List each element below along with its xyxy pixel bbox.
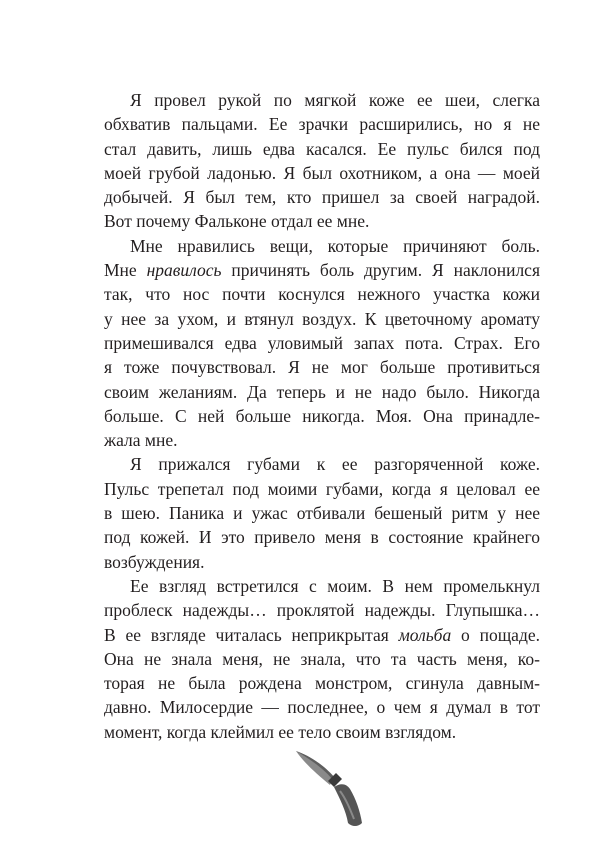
text-segment: под кожей. И это привело меня в состояние крайнего xyxy=(104,527,540,548)
text-line xyxy=(104,258,540,282)
text-line xyxy=(104,282,540,306)
text-line xyxy=(104,355,540,379)
text-segment: причинять боль другим. Я наклонился xyxy=(221,260,540,281)
text-segment: Пульс трепетал под моими губами, когда я целовал ее xyxy=(104,478,540,499)
knife-icon xyxy=(290,745,370,831)
text-segment: Я провел рукой по мягкой коже ее шеи, слегка xyxy=(130,90,540,110)
text-line xyxy=(104,477,540,501)
emphasized-word: мольба xyxy=(398,624,452,645)
text-segment: стал давить, лишь едва касался. Ее пульс бился под xyxy=(104,138,540,159)
text-line xyxy=(104,112,540,136)
text-segment: так, что нос почти коснулся нежного участка кожи xyxy=(104,284,540,305)
text-line xyxy=(104,307,540,331)
text-line xyxy=(104,647,540,671)
text-line xyxy=(104,331,540,355)
text-line xyxy=(104,550,540,574)
text-segment: я тоже почувствовал. Я не мог больше противиться xyxy=(104,357,540,378)
text-segment: своим желаниям. Да теперь и не надо было. Никогда xyxy=(104,381,540,402)
text-line xyxy=(104,501,540,525)
text-segment: Я прижался губами к ее разгоряченной коже. xyxy=(130,454,540,475)
text-segment: Вот почему Фальконе отдал ее мне. xyxy=(104,211,370,232)
text-segment: моей грубой ладонью. Я был охотником, а она — моей xyxy=(104,162,540,183)
text-segment: больше. С ней больше никогда. Моя. Она принадле- xyxy=(104,405,540,426)
text-line xyxy=(104,209,540,233)
text-segment: жала мне. xyxy=(104,430,178,451)
text-segment: проблеск надежды… проклятой надежды. Глупышка… xyxy=(104,600,540,621)
text-line xyxy=(104,671,540,695)
text-line xyxy=(104,88,540,112)
paragraph xyxy=(104,88,540,234)
text-segment: давно. Милосердие — последнее, о чем я думал в тот xyxy=(104,697,540,718)
text-line xyxy=(104,623,540,647)
text-segment: В ее взгляде читалась неприкрытая xyxy=(104,624,399,645)
text-segment: возбуждения. xyxy=(104,551,205,572)
text-segment: о пощаде. xyxy=(451,624,540,645)
emphasized-word: нравилось xyxy=(146,260,222,281)
text-segment: в шею. Паника и ужас отбивали бешеный ритм у нее xyxy=(104,503,540,524)
text-line xyxy=(104,720,540,744)
text-segment: добычей. Я был тем, кто пришел за своей наградой. xyxy=(104,187,540,208)
text-segment: Мне нравились вещи, которые причиняют боль. xyxy=(130,235,540,256)
text-line xyxy=(104,161,540,185)
text-line xyxy=(104,598,540,622)
text-line xyxy=(104,428,540,452)
text-segment: Мне xyxy=(104,260,147,281)
text-segment: у нее за ухом, и втянул воздух. К цветочному аромату xyxy=(104,308,540,329)
text-line xyxy=(104,404,540,428)
paragraph xyxy=(104,574,540,744)
text-line xyxy=(104,574,540,598)
text-line xyxy=(104,234,540,258)
paragraph xyxy=(104,452,540,573)
text-line xyxy=(104,137,540,161)
text-line xyxy=(104,525,540,549)
text-line xyxy=(104,452,540,476)
text-segment: примешивался едва уловимый запах пота. Страх. Его xyxy=(104,332,540,353)
text-segment: момент, когда клеймил ее тело своим взглядом. xyxy=(104,721,457,742)
body-text xyxy=(104,88,540,744)
text-segment: торая не была рождена монстром, сгинула давным- xyxy=(104,673,540,694)
text-line xyxy=(104,695,540,719)
text-line xyxy=(104,185,540,209)
text-segment: обхватив пальцами. Ее зрачки расширились, но я не xyxy=(104,114,540,135)
text-segment: Она не знала меня, не знала, что та часть меня, ко- xyxy=(104,648,540,669)
text-line xyxy=(104,380,540,404)
text-segment: Ее взгляд встретился с моим. В нем промелькнул xyxy=(130,575,540,596)
paragraph xyxy=(104,234,540,453)
